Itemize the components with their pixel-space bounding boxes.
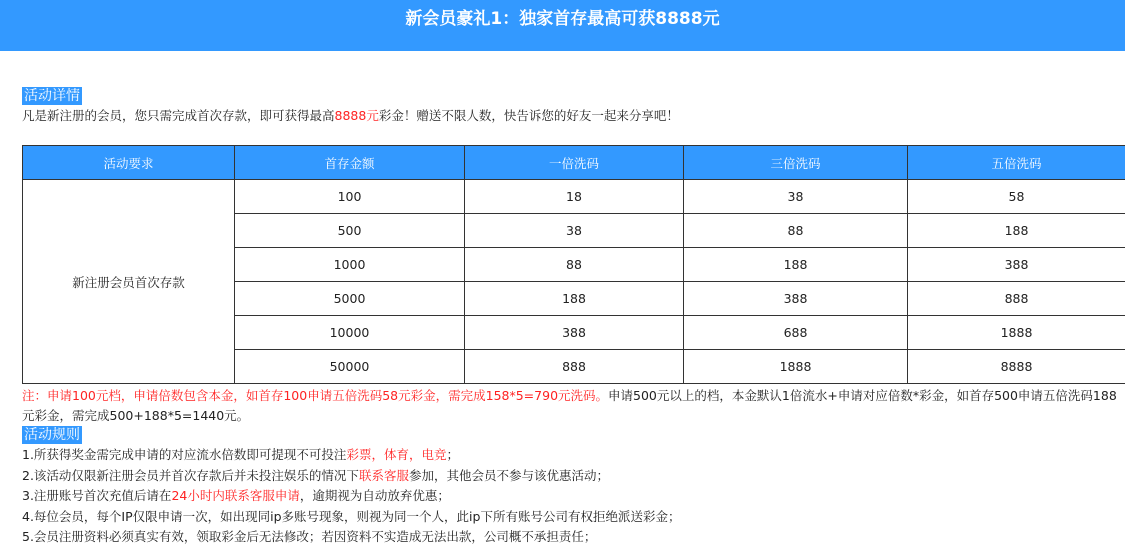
- rule-highlight: 彩票，体育，电竞: [346, 447, 447, 462]
- rule-item: [22, 486, 1125, 507]
- bonus-3x-cell: 188: [684, 248, 908, 282]
- header-1x-rollover: 一倍洗码: [465, 146, 684, 180]
- requirement-cell: 新注册会员首次存款: [23, 180, 235, 384]
- bonus-5x-cell: 188: [908, 214, 1125, 248]
- bonus-1x-cell: 888: [465, 350, 684, 384]
- rule-text: 1.所获得奖金需完成申请的对应流水倍数即可提现不可投注: [22, 447, 347, 462]
- rule-text-end: ；: [446, 447, 459, 462]
- intro-highlight-amount: 8888元: [334, 108, 379, 123]
- bonus-3x-cell: 688: [684, 316, 908, 350]
- table-row: [23, 180, 1125, 214]
- rule-item: [22, 507, 1125, 528]
- deposit-cell: 5000: [235, 282, 465, 316]
- header-deposit-amount: 首存金额: [235, 146, 465, 180]
- deposit-cell: 50000: [235, 350, 465, 384]
- rule-text: 4.每位会员，每个IP仅限申请一次，如出现同ip多账号现象，则视为同一个人，此ip下所有账号公司有权拒绝派送彩金；: [22, 508, 681, 524]
- intro-text-after: 彩金！赠送不限人数，快告诉您的好友一起来分享吧！: [378, 108, 679, 123]
- deposit-cell: 100: [235, 180, 465, 214]
- deposit-cell: 500: [235, 214, 465, 248]
- bonus-1x-cell: 388: [465, 316, 684, 350]
- rule-highlight: 24小时内联系客服申请: [171, 488, 300, 503]
- bonus-5x-cell: 8888: [908, 350, 1125, 384]
- details-heading: 活动详情: [24, 88, 80, 104]
- rule-text: 5.会员注册资料必须真实有效，领取彩金后无法修改；若因资料不实造成无法出款，公司概不承担责任；: [22, 529, 597, 544]
- rule-highlight: 联系客服: [358, 467, 409, 483]
- rule-text-end: ，逾期视为自动放弃优惠；: [299, 488, 450, 503]
- rule-item: [22, 527, 1125, 548]
- note-black-part: 申请500元以上的档，本金默认1倍流水+申请对应倍数*彩金，如首存500申请五倍洗码188元彩金，需完成500+188*5=1440元。: [22, 388, 1117, 423]
- details-intro: [22, 107, 679, 125]
- bonus-3x-cell: 388: [684, 282, 908, 316]
- bonus-3x-cell: 1888: [684, 350, 908, 384]
- note-red-part: 注：申请100元档，申请倍数包含本金，如首存100申请五倍洗码58元彩金，需完成158*5=790元洗码。: [22, 388, 609, 403]
- rules-heading: 活动规则: [24, 427, 80, 443]
- bonus-3x-cell: 88: [684, 214, 908, 248]
- bonus-1x-cell: 18: [465, 180, 684, 214]
- promo-banner: [0, 0, 1125, 51]
- bonus-5x-cell: 888: [908, 282, 1125, 316]
- banner-title: 新会员豪礼1：独家首存最高可获8888元: [405, 9, 720, 29]
- deposit-cell: 10000: [235, 316, 465, 350]
- bonus-1x-cell: 38: [465, 214, 684, 248]
- header-requirement: 活动要求: [23, 146, 235, 180]
- rule-text: 3.注册账号首次充值后请在: [22, 488, 172, 503]
- table-header-row: [23, 146, 1125, 180]
- intro-text-before: 凡是新注册的会员，您只需完成首次存款，即可获得最高: [22, 108, 335, 123]
- rules-list: [22, 445, 1125, 548]
- header-5x-rollover: 五倍洗码: [908, 146, 1125, 180]
- header-3x-rollover: 三倍洗码: [684, 146, 908, 180]
- bonus-1x-cell: 88: [465, 248, 684, 282]
- terms-note: [22, 386, 1125, 426]
- rule-text: 2.该活动仅限新注册会员并首次存款后并未投注娱乐的情况下: [22, 467, 359, 483]
- rule-item: [22, 466, 1125, 487]
- bonus-5x-cell: 58: [908, 180, 1125, 214]
- bonus-3x-cell: 38: [684, 180, 908, 214]
- rebate-table: [22, 145, 1125, 384]
- bonus-1x-cell: 188: [465, 282, 684, 316]
- bonus-5x-cell: 1888: [908, 316, 1125, 350]
- rule-item: [22, 445, 1125, 466]
- rule-text-end: 参加，其他会员不参与该优惠活动；: [408, 467, 609, 483]
- bonus-5x-cell: 388: [908, 248, 1125, 282]
- deposit-cell: 1000: [235, 248, 465, 282]
